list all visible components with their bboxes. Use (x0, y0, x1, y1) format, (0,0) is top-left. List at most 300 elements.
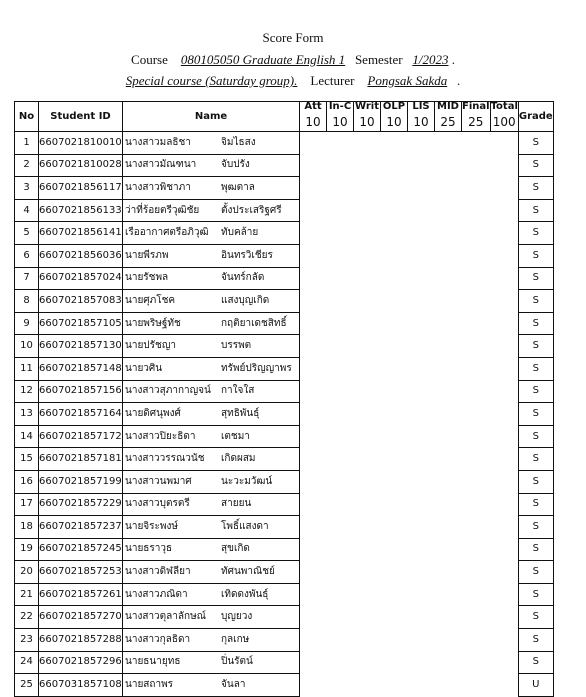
score-cell (354, 132, 381, 155)
score-cell (354, 561, 381, 584)
score-cell (300, 132, 327, 155)
score-cell (490, 470, 518, 493)
header-row (15, 102, 554, 132)
table-row (15, 403, 554, 426)
header-name: Name (123, 102, 300, 132)
score-cell (327, 357, 354, 380)
row-number: 8 (15, 290, 39, 313)
score-cell (462, 312, 491, 335)
score-cell (327, 651, 354, 674)
first-name: นายธราวุธ (125, 543, 173, 555)
score-cell (381, 583, 408, 606)
score-cell (408, 425, 435, 448)
header-score-final (462, 102, 491, 132)
score-cell (435, 629, 462, 652)
score-cell (381, 199, 408, 222)
score-cell (490, 335, 518, 358)
first-name: นางสาวบุตรตรี (125, 498, 190, 510)
score-cell (327, 606, 354, 629)
header-score-att (300, 102, 327, 132)
row-number: 16 (15, 470, 39, 493)
score-cell (354, 154, 381, 177)
last-name: ทรัพย์ปริญญาพร (221, 362, 292, 374)
student-name (123, 380, 300, 403)
score-cell (408, 448, 435, 471)
last-name: บุญยวง (221, 611, 253, 623)
grade: S (518, 177, 553, 200)
score-cell (300, 516, 327, 539)
student-id: 6607031857108 (39, 674, 123, 697)
score-cell (462, 154, 491, 177)
first-name: นางสาวตุลาลักษณ์ (125, 611, 206, 623)
score-cell (435, 199, 462, 222)
table-row (15, 222, 554, 245)
score-cell (327, 561, 354, 584)
score-cell (381, 425, 408, 448)
first-name: นางสาวนพมาศ (125, 475, 192, 487)
score-cell (408, 538, 435, 561)
score-cell (490, 493, 518, 516)
score-cell (435, 290, 462, 313)
score-max: 10 (359, 115, 375, 129)
student-name (123, 335, 300, 358)
score-cell (381, 516, 408, 539)
student-name (123, 629, 300, 652)
first-name: นายรัชพล (125, 272, 169, 284)
table-row (15, 357, 554, 380)
last-name: นะวะมวัฒน์ (221, 475, 273, 487)
score-cell (462, 561, 491, 584)
score-cell (327, 629, 354, 652)
score-label: Final (462, 101, 490, 112)
score-cell (354, 629, 381, 652)
score-cell (462, 403, 491, 426)
special-course: Special course (Saturday group). (125, 73, 298, 88)
first-name: นางสาวปิยะธิดา (125, 430, 196, 442)
score-cell (435, 448, 462, 471)
student-id: 6607021857261 (39, 583, 123, 606)
score-cell (462, 177, 491, 200)
student-id: 6607021857199 (39, 470, 123, 493)
last-name: กุลเกษ (221, 633, 250, 645)
special-line-dot: . (456, 73, 461, 88)
student-name (123, 244, 300, 267)
score-cell (327, 244, 354, 267)
score-cell (408, 470, 435, 493)
grade: S (518, 606, 553, 629)
score-cell (408, 335, 435, 358)
row-number: 19 (15, 538, 39, 561)
row-number: 21 (15, 583, 39, 606)
grade: S (518, 448, 553, 471)
score-cell (354, 606, 381, 629)
score-cell (435, 425, 462, 448)
score-cell (354, 222, 381, 245)
score-cell (327, 425, 354, 448)
score-cell (354, 425, 381, 448)
score-cell (408, 244, 435, 267)
score-cell (300, 629, 327, 652)
header-score-lis (408, 102, 435, 132)
first-name: นางสาวสุภากาญจน์ (125, 385, 211, 397)
row-number: 14 (15, 425, 39, 448)
score-cell (354, 335, 381, 358)
grade: S (518, 244, 553, 267)
score-cell (327, 132, 354, 155)
score-cell (435, 222, 462, 245)
student-id: 6607021856036 (39, 244, 123, 267)
grade: S (518, 516, 553, 539)
student-id: 6607021857172 (39, 425, 123, 448)
score-cell (435, 267, 462, 290)
score-cell (462, 470, 491, 493)
row-number: 2 (15, 154, 39, 177)
student-name (123, 606, 300, 629)
last-name: สายยน (221, 498, 252, 510)
score-cell (354, 177, 381, 200)
score-cell (435, 651, 462, 674)
score-cell (435, 335, 462, 358)
grade: S (518, 425, 553, 448)
table-row (15, 290, 554, 313)
student-name (123, 425, 300, 448)
student-name (123, 403, 300, 426)
student-id: 6607021857083 (39, 290, 123, 313)
first-name: นายจิระพงษ์ (125, 520, 178, 532)
row-number: 10 (15, 335, 39, 358)
table-row (15, 312, 554, 335)
student-name (123, 154, 300, 177)
first-name: นางสาวมัณฑนา (125, 159, 197, 171)
score-max: 25 (468, 115, 484, 129)
score-cell (490, 199, 518, 222)
score-cell (381, 674, 408, 697)
table-row (15, 380, 554, 403)
score-cell (490, 132, 518, 155)
score-cell (435, 244, 462, 267)
header-score-inc (327, 102, 354, 132)
score-cell (327, 267, 354, 290)
grade: S (518, 267, 553, 290)
score-cell (435, 357, 462, 380)
score-cell (381, 380, 408, 403)
student-name (123, 651, 300, 674)
score-cell (381, 651, 408, 674)
score-cell (381, 177, 408, 200)
score-cell (354, 380, 381, 403)
first-name: ว่าที่ร้อยตรีวุฒิชัย (125, 204, 200, 216)
score-cell (490, 651, 518, 674)
score-label: MID (437, 101, 459, 112)
table-row (15, 561, 554, 584)
last-name: บรรพต (221, 340, 252, 352)
table-row (15, 629, 554, 652)
student-name (123, 674, 300, 697)
first-name: เรืออากาศตรีอภิวุฒิ (125, 227, 209, 239)
score-cell (354, 674, 381, 697)
score-cell (327, 493, 354, 516)
last-name: เตชมา (221, 430, 250, 442)
score-cell (300, 425, 327, 448)
score-cell (435, 674, 462, 697)
score-cell (408, 132, 435, 155)
score-cell (490, 154, 518, 177)
score-cell (300, 222, 327, 245)
score-cell (300, 470, 327, 493)
score-cell (462, 583, 491, 606)
score-cell (408, 199, 435, 222)
last-name: ทัศนพาณิชย์ (221, 566, 275, 578)
grade: S (518, 290, 553, 313)
score-cell (490, 177, 518, 200)
score-cell (490, 606, 518, 629)
score-cell (490, 267, 518, 290)
first-name: นายพีรภพ (125, 249, 169, 261)
score-cell (327, 470, 354, 493)
student-id: 6607021857253 (39, 561, 123, 584)
table-row (15, 516, 554, 539)
table-row (15, 154, 554, 177)
student-id: 6607021857156 (39, 380, 123, 403)
score-cell (462, 222, 491, 245)
table-row (15, 448, 554, 471)
row-number: 11 (15, 357, 39, 380)
last-name: จิมไธสง (221, 136, 256, 148)
student-name (123, 493, 300, 516)
row-number: 15 (15, 448, 39, 471)
score-cell (300, 493, 327, 516)
course-line (0, 52, 586, 68)
score-cell (354, 267, 381, 290)
score-cell (490, 312, 518, 335)
score-cell (435, 583, 462, 606)
row-number: 23 (15, 629, 39, 652)
row-number: 25 (15, 674, 39, 697)
score-cell (381, 244, 408, 267)
row-number: 20 (15, 561, 39, 584)
table-row (15, 335, 554, 358)
score-cell (327, 403, 354, 426)
score-cell (300, 651, 327, 674)
table-row (15, 177, 554, 200)
course-label: Course (131, 52, 168, 67)
score-cell (408, 380, 435, 403)
student-id: 6607021857296 (39, 651, 123, 674)
grade: S (518, 561, 553, 584)
score-cell (354, 403, 381, 426)
first-name: นางสาวพิชาภา (125, 181, 191, 193)
last-name: แสงบุญเกิด (221, 294, 270, 306)
score-cell (381, 448, 408, 471)
lecturer-label: Lecturer (310, 73, 355, 88)
score-cell (354, 651, 381, 674)
score-cell (462, 335, 491, 358)
student-name (123, 290, 300, 313)
last-name: สุขเกิด (221, 543, 250, 555)
first-name: นายสถาพร (125, 679, 174, 691)
score-cell (354, 538, 381, 561)
score-max: 10 (386, 115, 402, 129)
last-name: จันลา (221, 679, 246, 691)
score-cell (435, 312, 462, 335)
score-cell (327, 448, 354, 471)
score-cell (462, 132, 491, 155)
score-cell (408, 222, 435, 245)
first-name: นายพริษฐ์ทัช (125, 317, 181, 329)
score-cell (327, 380, 354, 403)
student-name (123, 448, 300, 471)
score-cell (327, 674, 354, 697)
course-value: 080105050 Graduate English 1 (180, 52, 346, 67)
row-number: 3 (15, 177, 39, 200)
last-name: ปิ่นรัตน์ (221, 656, 253, 668)
student-name (123, 561, 300, 584)
student-name (123, 516, 300, 539)
score-cell (381, 290, 408, 313)
score-cell (408, 674, 435, 697)
student-name (123, 538, 300, 561)
table-row (15, 674, 554, 697)
score-cell (381, 132, 408, 155)
score-cell (354, 357, 381, 380)
score-cell (462, 244, 491, 267)
score-cell (381, 357, 408, 380)
grade: S (518, 470, 553, 493)
header-grade: Grade (518, 102, 553, 132)
lecturer-value: Pongsak Sakda (367, 73, 448, 88)
semester-label: Semester (354, 52, 403, 67)
table-row (15, 267, 554, 290)
score-label: In-C (328, 101, 352, 112)
table-row (15, 583, 554, 606)
score-cell (462, 448, 491, 471)
last-name: กฤติยาเดชสิทธิ์ (221, 317, 287, 329)
score-max: 100 (492, 115, 516, 129)
score-cell (300, 244, 327, 267)
score-cell (435, 403, 462, 426)
table-row (15, 651, 554, 674)
student-name (123, 222, 300, 245)
table-row (15, 606, 554, 629)
grade: S (518, 335, 553, 358)
student-name (123, 312, 300, 335)
score-label: Att (304, 101, 322, 112)
score-cell (490, 516, 518, 539)
score-cell (300, 583, 327, 606)
score-cell (327, 154, 354, 177)
first-name: นางสาวภณิดา (125, 588, 188, 600)
score-cell (490, 561, 518, 584)
score-cell (354, 244, 381, 267)
score-cell (354, 290, 381, 313)
header-score-total (490, 102, 518, 132)
score-cell (462, 267, 491, 290)
score-cell (381, 493, 408, 516)
score-cell (408, 357, 435, 380)
header-score-olp (381, 102, 408, 132)
first-name: นายดิศนุพงศ์ (125, 407, 181, 419)
score-cell (300, 177, 327, 200)
score-cell (354, 583, 381, 606)
score-cell (300, 606, 327, 629)
student-name (123, 267, 300, 290)
score-cell (462, 425, 491, 448)
student-name (123, 470, 300, 493)
score-cell (435, 132, 462, 155)
student-name (123, 132, 300, 155)
score-cell (435, 516, 462, 539)
score-cell (435, 606, 462, 629)
row-number: 22 (15, 606, 39, 629)
grade: S (518, 651, 553, 674)
score-cell (490, 629, 518, 652)
last-name: ตั้งประเสริฐศรี (221, 204, 282, 216)
student-name (123, 357, 300, 380)
score-cell (490, 380, 518, 403)
score-cell (490, 583, 518, 606)
score-cell (300, 403, 327, 426)
score-label: Writ (355, 101, 379, 112)
row-number: 24 (15, 651, 39, 674)
score-cell (327, 538, 354, 561)
score-cell (381, 335, 408, 358)
score-cell (462, 674, 491, 697)
score-cell (300, 357, 327, 380)
table-row (15, 425, 554, 448)
student-id: 6607021857270 (39, 606, 123, 629)
score-cell (462, 651, 491, 674)
row-number: 5 (15, 222, 39, 245)
first-name: นางสาวดิฬลียา (125, 566, 191, 578)
score-cell (490, 290, 518, 313)
score-cell (381, 222, 408, 245)
first-name: นายธนายุทธ (125, 656, 181, 668)
score-cell (462, 290, 491, 313)
score-max: 25 (440, 115, 456, 129)
score-cell (462, 516, 491, 539)
score-label: LIS (412, 101, 430, 112)
score-cell (354, 199, 381, 222)
last-name: ทับคล้าย (221, 227, 259, 239)
score-cell (381, 606, 408, 629)
first-name: นางสาววรรณวนัช (125, 453, 205, 465)
student-id: 6607021856133 (39, 199, 123, 222)
score-cell (300, 199, 327, 222)
score-cell (490, 244, 518, 267)
semester-value: 1/2023 (412, 52, 449, 67)
score-label: OLP (382, 101, 406, 112)
score-cell (327, 516, 354, 539)
last-name: พุฒตาล (221, 181, 255, 193)
score-cell (300, 561, 327, 584)
score-cell (300, 312, 327, 335)
first-name: นางสาวมลธิชา (125, 136, 191, 148)
grade: S (518, 132, 553, 155)
student-id: 6607021857288 (39, 629, 123, 652)
table-row (15, 470, 554, 493)
score-cell (354, 493, 381, 516)
last-name: เทิดดงพันธุ์ (221, 588, 269, 600)
score-cell (300, 380, 327, 403)
score-cell (381, 403, 408, 426)
score-table (14, 101, 554, 697)
first-name: นายศุภโชค (125, 294, 176, 306)
row-number: 4 (15, 199, 39, 222)
score-cell (490, 222, 518, 245)
student-id: 6607021810010 (39, 132, 123, 155)
score-cell (435, 380, 462, 403)
score-cell (408, 290, 435, 313)
